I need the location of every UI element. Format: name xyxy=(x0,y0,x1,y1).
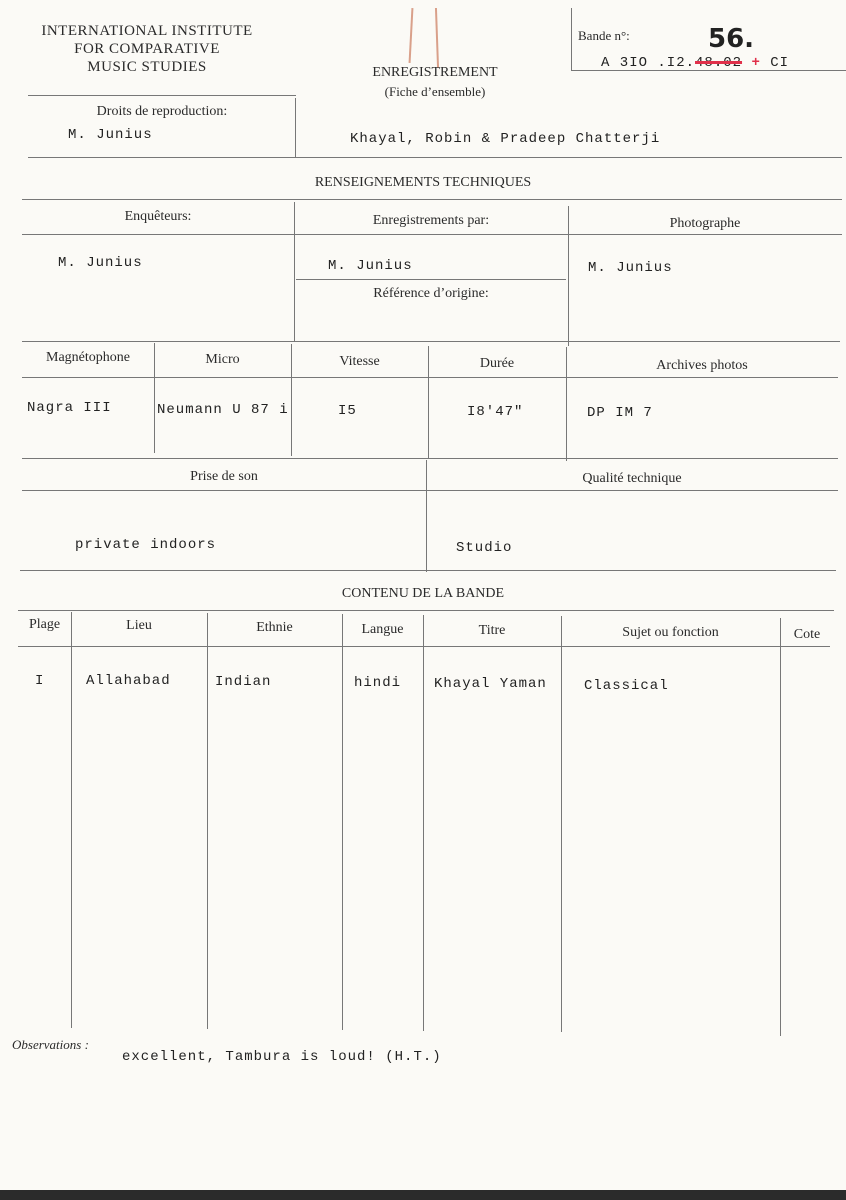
micro-value: Neumann U 87 i xyxy=(157,402,289,418)
row-sujet: Classical xyxy=(584,678,669,694)
bande-struck-value: 48.02 xyxy=(695,55,743,71)
qualite-label: Qualité technique xyxy=(582,471,682,486)
tech-section-title: RENSEIGNEMENTS TECHNIQUES xyxy=(314,175,532,190)
magnetophone-label: Magnétophone xyxy=(46,350,130,365)
bande-value-suffix: CI xyxy=(770,55,790,71)
droits-label: Droits de reproduction: xyxy=(96,104,228,119)
droits-value: M. Junius xyxy=(68,127,153,143)
bande-red-mark: + xyxy=(751,55,761,71)
archives-label: Archives photos xyxy=(656,358,748,373)
col-cote-header: Cote xyxy=(793,627,821,642)
bande-value-prefix: A 3IO .I2. xyxy=(601,55,696,71)
recording-title: Khayal, Robin & Pradeep Chatterji xyxy=(350,131,661,147)
institute-line-1: INTERNATIONAL INSTITUTE xyxy=(41,23,253,39)
institute-name xyxy=(22,22,272,76)
col-titre-header: Titre xyxy=(478,623,506,638)
enregistrements-value: M. Junius xyxy=(328,258,413,274)
prise-de-son-value: private indoors xyxy=(75,537,217,553)
col-plage-header: Plage xyxy=(28,617,61,632)
col-langue-header: Langue xyxy=(361,622,404,637)
enqueteurs-value: M. Junius xyxy=(58,255,143,271)
row-lieu: Allahabad xyxy=(86,673,171,689)
institute-line-3: MUSIC STUDIES xyxy=(87,59,207,75)
micro-label: Micro xyxy=(205,352,240,367)
bande-handwritten-number: 56. xyxy=(708,24,755,54)
prise-de-son-label: Prise de son xyxy=(190,469,258,484)
form-title: ENREGISTREMENT xyxy=(372,65,498,80)
enqueteurs-label: Enquêteurs: xyxy=(124,209,192,224)
observations-value: excellent, Tambura is loud! (H.T.) xyxy=(122,1049,442,1065)
form-subtitle: (Fiche d’ensemble) xyxy=(384,84,486,99)
col-lieu-header: Lieu xyxy=(126,618,152,633)
reference-label: Référence d’origine: xyxy=(373,286,489,301)
qualite-value: Studio xyxy=(456,540,513,556)
enregistrements-label: Enregistrements par: xyxy=(372,213,490,228)
col-ethnie-header: Ethnie xyxy=(256,620,293,635)
contenu-section-title: CONTENU DE LA BANDE xyxy=(341,586,505,601)
col-sujet-header: Sujet ou fonction xyxy=(622,625,719,640)
red-pencil-mark xyxy=(409,8,414,63)
red-pencil-mark xyxy=(435,8,439,68)
institute-line-2: FOR COMPARATIVE xyxy=(74,41,220,57)
archives-value: DP IM 7 xyxy=(587,405,653,421)
photographe-value: M. Junius xyxy=(588,260,673,276)
observations-label: Observations : xyxy=(12,1037,89,1052)
photographe-label: Photographe xyxy=(669,216,741,231)
bande-label: Bande n°: xyxy=(578,28,630,43)
row-plage: I xyxy=(35,673,45,689)
bande-value xyxy=(601,55,789,71)
vitesse-label: Vitesse xyxy=(339,354,380,369)
duree-value: I8'47" xyxy=(467,404,524,420)
row-titre: Khayal Yaman xyxy=(434,676,547,692)
row-ethnie: Indian xyxy=(215,674,272,690)
magnetophone-value: Nagra III xyxy=(27,400,112,416)
duree-label: Durée xyxy=(479,356,515,371)
row-langue: hindi xyxy=(354,675,402,691)
vitesse-value: I5 xyxy=(338,403,357,419)
